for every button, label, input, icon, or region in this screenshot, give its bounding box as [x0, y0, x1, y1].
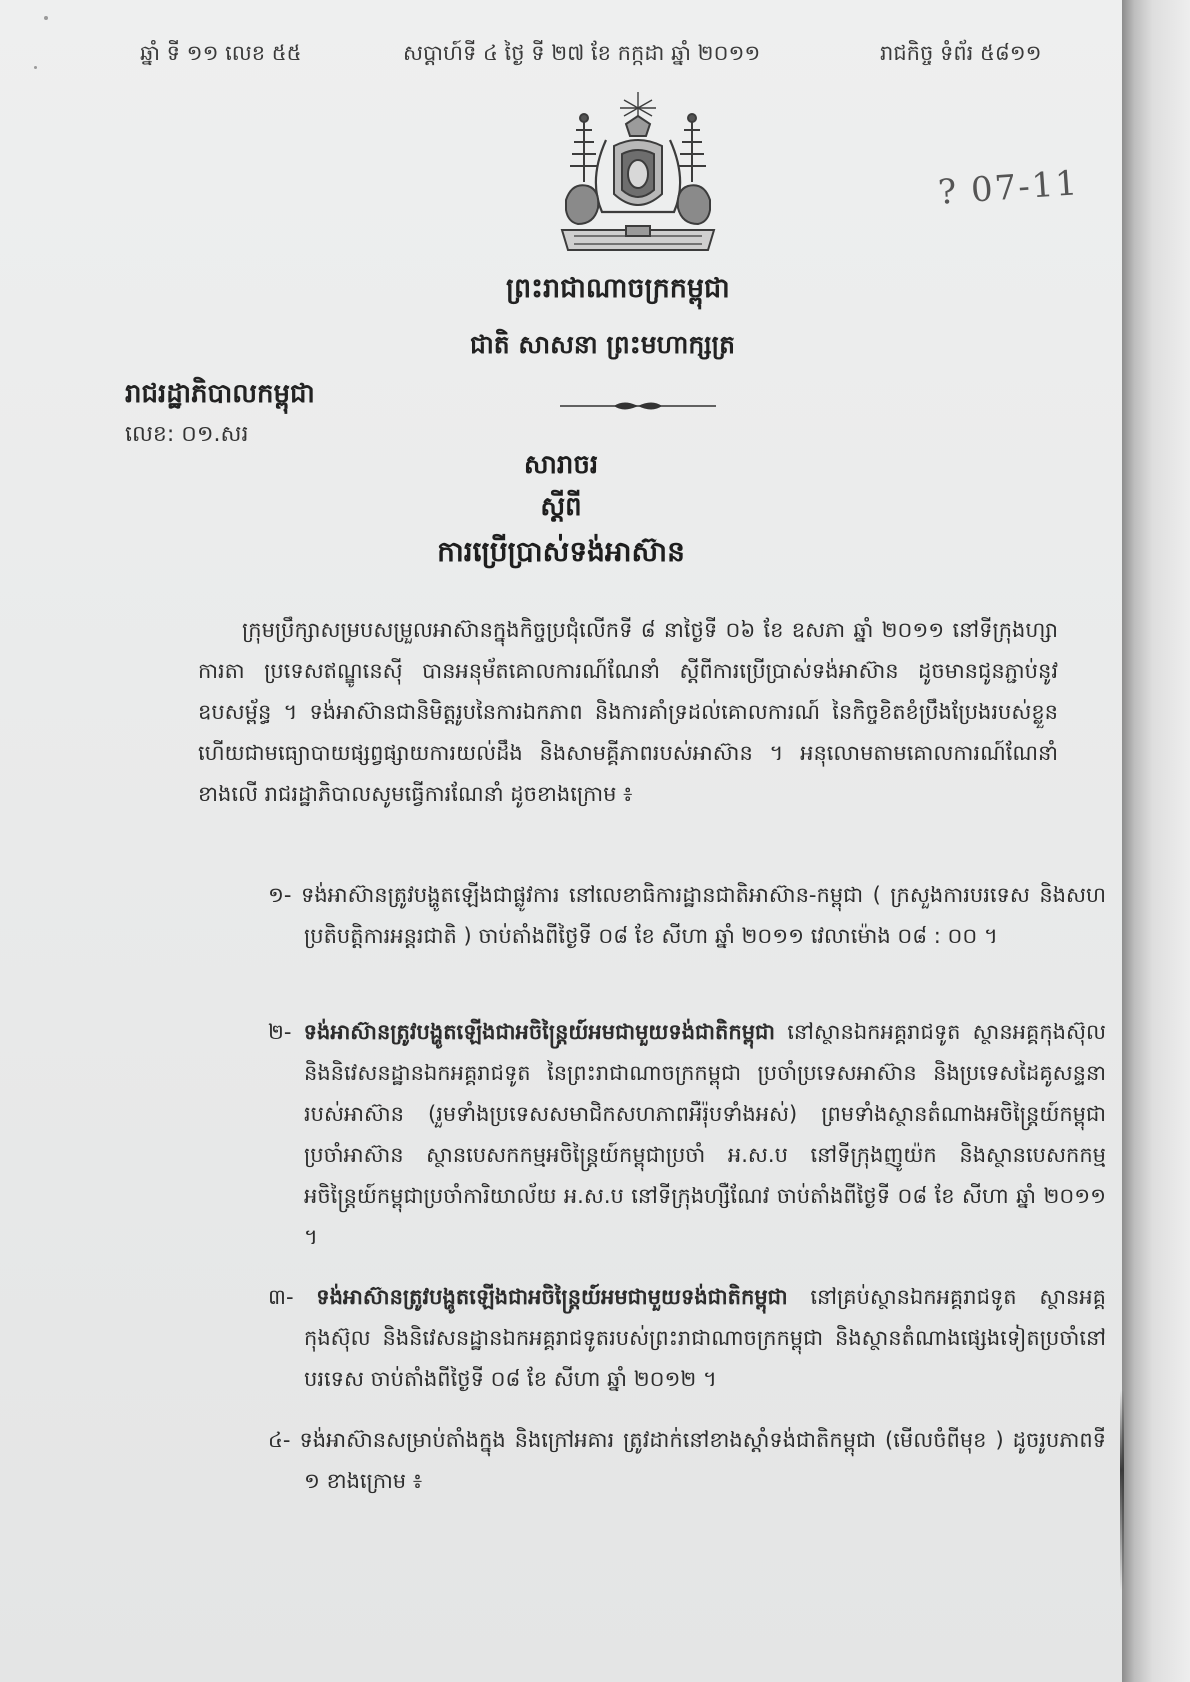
list-item-lead: ទង់អាស៊ានត្រូវបង្ហូតឡើងជាអចិន្ត្រៃយ៍អមជាមួយទង់ជាតិកម្ពុជា	[316, 1285, 788, 1309]
list-item-text: នៅស្ថានឯកអគ្គរាជទូត ស្ថានអគ្គកុងស៊ុល និងនិវេសនដ្ឋានឯកអគ្គរាជទូត នៃព្រះរាជាណាចក្រកម្ពុជា ប្រចាំប្រទេសអាស៊ាន និងប្រទេសដៃគូសន្ទនារបស់អាស៊ាន (រួមទាំងប្រទេសសមាជិកសហភាពអឺរ៉ុបទាំងអស់) ព្រមទាំងស្ថានតំណាងអចិន្ត្រៃយ៍កម្ពុជាប្រចាំអាស៊ាន ស្ថានបេសកកម្មអចិន្ត្រៃយ៍កម្ពុជាប្រចាំ អ.ស.ប នៅទីក្រុងញូយ៉ក និងស្ថានបេសកកម្មអចិន្ត្រៃយ៍កម្ពុជាប្រចាំការិយាល័យ អ.ស.ប នៅទីក្រុងហ្សឺណែវ ចាប់តាំងពីថ្ងៃទី ០៨ ខែ សីហា ឆ្នាំ ២០១១ ។	[304, 1020, 1106, 1249]
royal-coat-of-arms-icon	[548, 90, 728, 262]
handwritten-note: ? 07-11	[936, 163, 1081, 213]
ornamental-divider	[560, 391, 716, 421]
document-subject: ការប្រើប្រាស់ទង់អាស៊ាន	[437, 535, 685, 568]
page-edge-shadow	[1122, 0, 1190, 1682]
list-item	[268, 875, 1106, 957]
list-item-number: ២-	[268, 1020, 292, 1044]
list-item	[268, 1420, 1106, 1502]
list-item-text: ទង់អាស៊ានត្រូវបង្ហូតឡើងជាផ្លូវការ នៅលេខាធិការដ្ឋានជាតិអាស៊ាន-កម្ពុជា ( ក្រសួងការបរទេស និងសហប្រតិបត្តិការអន្តរជាតិ ) ចាប់តាំងពីថ្ងៃទី ០៨ ខែ សីហា ឆ្នាំ ២០១១ វេលាម៉ោង ០៨ : ០០ ។	[300, 883, 1106, 948]
issuing-authority: រាជរដ្ឋាភិបាលកម្ពុជា	[125, 379, 315, 409]
list-item-number: ៣-	[268, 1285, 294, 1309]
list-item-text: នៅគ្រប់ស្ថានឯកអគ្គរាជទូត ស្ថានអគ្គកុងស៊ុល និងនិវេសនដ្ឋានឯកអគ្គរាជទូតរបស់ព្រះរាជាណាចក្រកម្ពុជា និងស្ថានតំណាងផ្សេងទៀតប្រចាំនៅបរទេស ចាប់តាំងពីថ្ងៃទី ០៨ ខែ សីហា ឆ្នាំ ២០១២ ។	[304, 1285, 1106, 1391]
list-item	[268, 1277, 1106, 1400]
gazette-page-number: រាជកិច្ច ទំព័រ ៥៨១១	[880, 41, 1042, 65]
list-item-number: ១-	[268, 883, 292, 907]
kingdom-heading: ព្រះរាជាណាចក្រកម្ពុជា	[506, 273, 730, 304]
list-item-text: ទង់អាស៊ានសម្រាប់តាំងក្នុង និងក្រៅអគារ ត្រូវដាក់នៅខាងស្តាំទង់ជាតិកម្ពុជា (មើលចំពីមុខ ) ដូចរូបភាពទី ១ ខាងក្រោម ៖	[299, 1428, 1106, 1493]
document-type: សារាចរ	[523, 450, 599, 480]
gazette-date: សប្តាហ៍ទី ៤ ថ្ងៃ ទី ២៧ ខែ កក្កដា ឆ្នាំ ២០១១	[403, 41, 761, 65]
document-number: លេខ: ០១.សរ	[125, 422, 249, 447]
title-connector: ស្តីពី	[540, 492, 582, 522]
page-crease	[1120, 1390, 1124, 1590]
scan-speck	[34, 66, 37, 69]
scan-speck	[44, 16, 48, 20]
national-motto: ជាតិ សាសនា ព្រះមហាក្សត្រ	[470, 330, 735, 359]
list-item-lead: ទង់អាស៊ានត្រូវបង្ហូតឡើងជាអចិន្ត្រៃយ៍អមជាមួយទង់ជាតិកម្ពុជា	[303, 1020, 776, 1044]
intro-paragraph: ក្រុមប្រឹក្សាសម្របសម្រួលអាស៊ានក្នុងកិច្ចប្រជុំលើកទី ៨ នាថ្ងៃទី ០៦ ខែ ឧសភា ឆ្នាំ ២០១១ នៅទីក្រុងហ្សាការតា ប្រទេសឥណ្ឌូនេស៊ី បានអនុម័តគោលការណ៍ណែនាំ ស្តីពីការប្រើប្រាស់ទង់អាស៊ាន ដូចមានជូនភ្ជាប់នូវឧបសម្ព័ន្ធ ។ ទង់អាស៊ានជានិមិត្តរូបនៃការឯកភាព និងការគាំទ្រដល់គោលការណ៍ នៃកិច្ចខិតខំប្រឹងប្រែងរបស់ខ្លួន ហើយជាមធ្យោបាយផ្សព្វផ្សាយការយល់ដឹង និងសាមគ្គីភាពរបស់អាស៊ាន ។ អនុលោមតាមគោលការណ៍ណែនាំខាងលើ រាជរដ្ឋាភិបាលសូមធ្វើការណែនាំ ដូចខាងក្រោម ៖	[198, 618, 1058, 806]
list-item	[268, 1012, 1106, 1258]
gazette-issue-number: ឆ្នាំ ទី ១១ លេខ ៥៥	[140, 41, 302, 65]
list-item-number: ៤-	[268, 1428, 291, 1452]
